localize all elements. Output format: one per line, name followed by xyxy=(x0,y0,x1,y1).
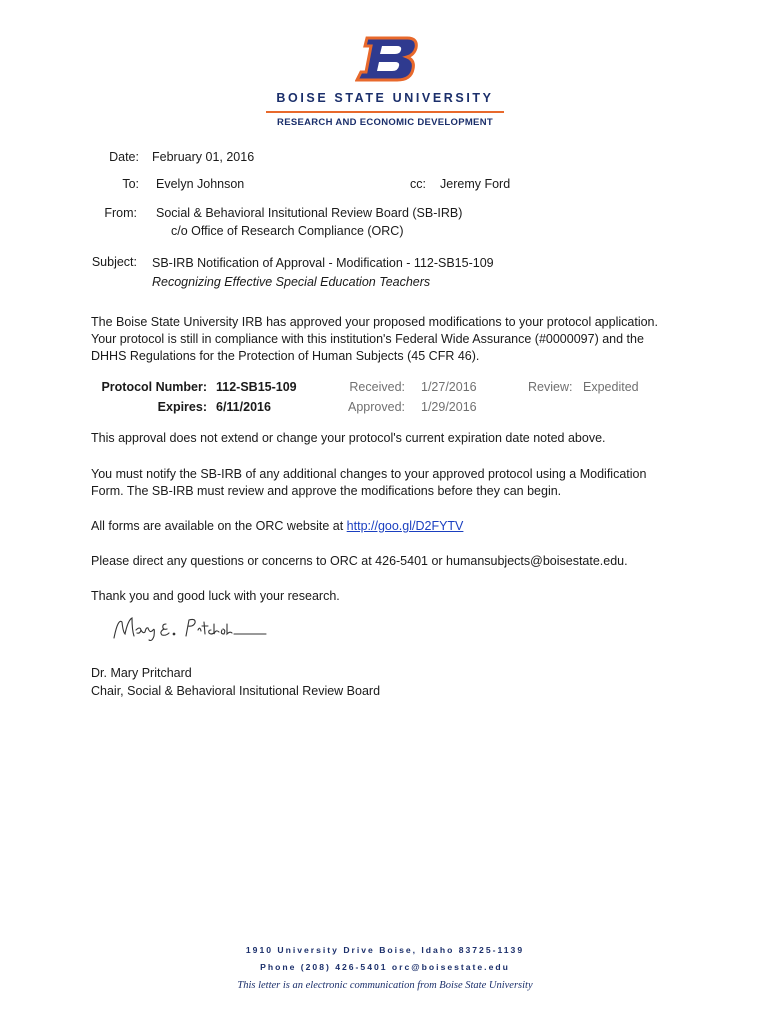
subject-line-2: Recognizing Effective Special Education Teachers xyxy=(152,275,431,289)
expires-value: 6/11/2016 xyxy=(216,400,271,414)
university-name: BOISE STATE UNIVERSITY xyxy=(276,91,494,105)
subject-label: Subject: xyxy=(91,255,137,269)
orc-website-link[interactable]: http://goo.gl/D2FYTV xyxy=(346,519,464,533)
cc-label: cc: xyxy=(410,177,426,191)
expires-label: Expires: xyxy=(157,400,207,414)
footer-note: This letter is an electronic communication from Boise State University xyxy=(237,980,533,991)
forms-paragraph xyxy=(91,518,463,535)
signer-title: Chair, Social & Behavioral Insitutional Review Board xyxy=(91,684,381,698)
protocol-number-value: 112-SB15-109 xyxy=(216,380,297,394)
intro-line-1: The Boise State University IRB has approved your proposed modifications to your protocol application. xyxy=(91,315,658,329)
subject-line-1: SB-IRB Notification of Approval - Modification - 112-SB15-109 xyxy=(152,256,494,270)
questions-paragraph: Please direct any questions or concerns to ORC at 426-5401 or humansubjects@boisestate.edu. xyxy=(91,554,628,568)
protocol-number-label: Protocol Number: xyxy=(101,380,207,394)
date-value: February 01, 2016 xyxy=(152,150,255,164)
university-logo xyxy=(355,34,420,84)
department-name: RESEARCH AND ECONOMIC DEVELOPMENT xyxy=(277,117,493,128)
thanks-paragraph: Thank you and good luck with your research. xyxy=(91,589,340,603)
letterhead-divider xyxy=(266,111,504,113)
cc-value: Jeremy Ford xyxy=(440,177,511,191)
expiration-paragraph: This approval does not extend or change your protocol's current expiration date noted above. xyxy=(91,431,606,445)
from-label: From: xyxy=(104,206,137,220)
to-label: To: xyxy=(122,177,139,191)
received-label: Received: xyxy=(349,380,405,394)
intro-line-2: Your protocol is still in compliance with this institution's Federal Wide Assurance (#0000097) and the xyxy=(91,332,644,346)
to-value: Evelyn Johnson xyxy=(156,177,245,191)
approved-label: Approved: xyxy=(348,400,405,414)
review-label: Review: xyxy=(528,380,573,394)
footer-address: 1910 University Drive Boise, Idaho 83725-1139 xyxy=(245,945,525,955)
from-line-1: Social & Behavioral Insitutional Review Board (SB-IRB) xyxy=(156,206,463,220)
from-line-2: c/o Office of Research Compliance (ORC) xyxy=(171,224,404,238)
notify-line-1: You must notify the SB-IRB of any additional changes to your approved protocol using a Modification xyxy=(91,467,647,481)
signer-name: Dr. Mary Pritchard xyxy=(91,666,192,680)
intro-paragraph xyxy=(91,314,711,365)
notify-paragraph xyxy=(91,466,711,500)
date-label: Date: xyxy=(109,150,139,164)
notify-line-2: Form. The SB-IRB must review and approve the modifications before they can begin. xyxy=(91,484,562,498)
handwritten-signature xyxy=(110,612,270,644)
approved-value: 1/29/2016 xyxy=(421,400,477,414)
review-value: Expedited xyxy=(583,380,639,394)
bronco-b-logo-icon xyxy=(355,34,420,84)
received-value: 1/27/2016 xyxy=(421,380,477,394)
intro-line-3: DHHS Regulations for the Protection of Human Subjects (45 CFR 46). xyxy=(91,349,480,363)
forms-text: All forms are available on the ORC website at xyxy=(91,519,347,533)
footer-contact: Phone (208) 426-5401 orc@boisestate.edu xyxy=(260,962,510,972)
